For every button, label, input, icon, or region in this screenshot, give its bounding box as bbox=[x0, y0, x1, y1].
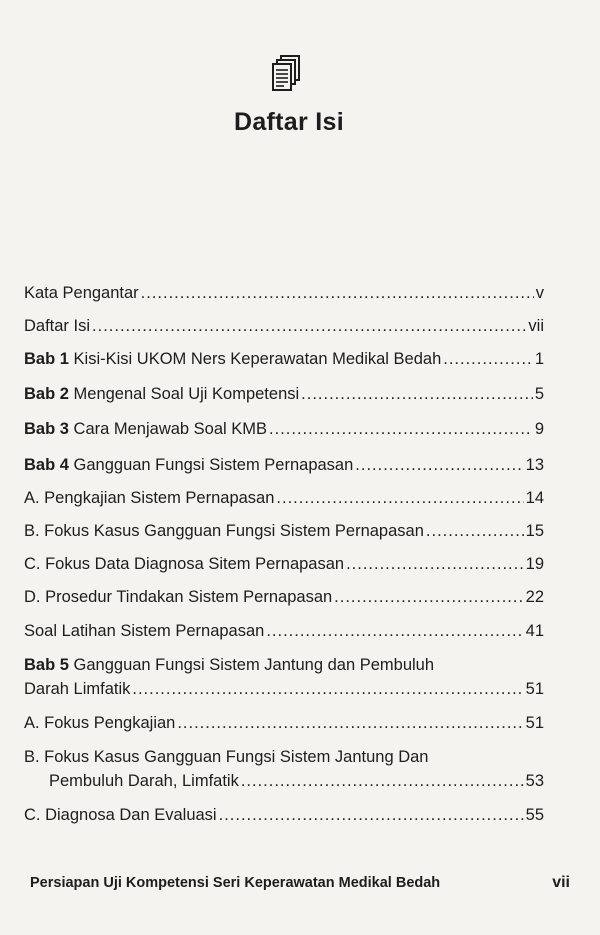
toc-page-number: 1 bbox=[534, 350, 544, 368]
toc-entry-continuation bbox=[24, 678, 544, 700]
toc-entry bbox=[24, 654, 544, 676]
toc-leader-dots bbox=[346, 553, 524, 575]
toc-chapter-prefix: Bab 1 bbox=[24, 350, 69, 368]
toc-entry-label bbox=[24, 620, 264, 642]
toc-entry-label bbox=[24, 418, 267, 440]
toc-leader-dots bbox=[426, 520, 524, 542]
toc-entry-label bbox=[24, 454, 353, 476]
toc-entry bbox=[24, 746, 544, 768]
toc-leader-dots bbox=[177, 712, 523, 734]
toc-leader-dots bbox=[132, 678, 523, 700]
toc-entry-text: C. Diagnosa Dan Evaluasi bbox=[24, 806, 217, 824]
toc-entry-text: Darah Limfatik bbox=[24, 680, 131, 698]
toc-entry-text: Cara Menjawab Soal KMB bbox=[73, 420, 268, 438]
toc-entry-label bbox=[24, 520, 424, 542]
toc-leader-dots bbox=[141, 282, 534, 304]
toc-entry bbox=[24, 586, 544, 608]
toc-entry-label bbox=[24, 712, 175, 734]
toc-leader-dots bbox=[92, 315, 526, 337]
toc-entry-text: D. Prosedur Tindakan Sistem Pernapasan bbox=[24, 588, 333, 606]
toc-entry-text: Daftar Isi bbox=[24, 317, 91, 335]
toc-entry bbox=[24, 454, 544, 476]
toc-page-number: v bbox=[535, 284, 544, 302]
toc-leader-dots bbox=[301, 383, 533, 405]
toc-leader-dots bbox=[276, 487, 523, 509]
page-title: Daftar Isi bbox=[234, 108, 344, 136]
footer-page-number: vii bbox=[552, 874, 570, 891]
toc-entry bbox=[24, 348, 544, 370]
toc-leader-dots bbox=[334, 586, 523, 608]
toc-entry-text: Kata Pengantar bbox=[24, 284, 139, 302]
toc-page-number: vii bbox=[528, 317, 544, 335]
toc-entry bbox=[24, 383, 544, 405]
toc-entry-text: Kisi-Kisi UKOM Ners Keperawatan Medikal Bedah bbox=[73, 350, 442, 368]
toc-page-number: 9 bbox=[534, 420, 544, 438]
toc-entry bbox=[24, 620, 544, 642]
toc-entry-label bbox=[24, 315, 90, 337]
toc-entry bbox=[24, 418, 544, 440]
toc-entry-label bbox=[24, 487, 274, 509]
toc-entry bbox=[24, 804, 544, 826]
toc-page-number: 19 bbox=[525, 555, 544, 573]
toc-entry-text: Gangguan Fungsi Sistem Pernapasan bbox=[73, 456, 354, 474]
document-stack-icon bbox=[272, 55, 302, 95]
toc-entry-label bbox=[24, 804, 217, 826]
toc-leader-dots bbox=[266, 620, 523, 642]
toc-leader-dots bbox=[355, 454, 523, 476]
toc-entry-text: B. Fokus Kasus Gangguan Fungsi Sistem Pernapasan bbox=[24, 522, 424, 540]
toc-entry-label bbox=[24, 553, 344, 575]
toc-entry bbox=[24, 315, 544, 337]
toc-leader-dots bbox=[219, 804, 524, 826]
toc-entry-text: Gangguan Fungsi Sistem Jantung dan Pembuluh bbox=[73, 656, 435, 674]
toc-entry-label bbox=[24, 282, 139, 304]
toc-page-number: 14 bbox=[525, 489, 544, 507]
toc-entry-continuation bbox=[24, 770, 544, 792]
toc-page-number: 51 bbox=[525, 680, 544, 698]
toc-page-number: 13 bbox=[525, 456, 544, 474]
toc-leader-dots bbox=[269, 418, 533, 440]
toc-chapter-prefix: Bab 5 bbox=[24, 656, 69, 674]
toc-entry-text: C. Fokus Data Diagnosa Sitem Pernapasan bbox=[24, 555, 345, 573]
toc-entry-text: Soal Latihan Sistem Pernapasan bbox=[24, 622, 265, 640]
toc-page-number: 15 bbox=[525, 522, 544, 540]
toc-leader-dots bbox=[241, 770, 524, 792]
toc-entry bbox=[24, 282, 544, 304]
toc-entry-text: Mengenal Soal Uji Kompetensi bbox=[73, 385, 300, 403]
toc-entry-text: A. Pengkajian Sistem Pernapasan bbox=[24, 489, 275, 507]
toc-entry bbox=[24, 712, 544, 734]
footer-book-title: Persiapan Uji Kompetensi Seri Keperawatan Medikal Bedah bbox=[30, 875, 441, 891]
toc-entry bbox=[24, 553, 544, 575]
toc-entry-label bbox=[24, 586, 332, 608]
toc-page-number: 51 bbox=[525, 714, 544, 732]
toc-entry-text: B. Fokus Kasus Gangguan Fungsi Sistem Jantung Dan bbox=[24, 748, 429, 766]
toc-entry-text: A. Fokus Pengkajian bbox=[24, 714, 176, 732]
toc-page-number: 22 bbox=[525, 588, 544, 606]
toc-page-number: 53 bbox=[525, 772, 544, 790]
toc-page-number: 55 bbox=[525, 806, 544, 824]
toc-entry-text: Pembuluh Darah, Limfatik bbox=[49, 772, 239, 790]
toc-entry-label bbox=[24, 348, 441, 370]
toc-chapter-prefix: Bab 4 bbox=[24, 456, 69, 474]
toc-entry-label bbox=[24, 654, 434, 676]
toc-entry bbox=[24, 487, 544, 509]
toc-chapter-prefix: Bab 3 bbox=[24, 420, 69, 438]
toc-entry-label bbox=[24, 383, 299, 405]
toc-page-number: 5 bbox=[534, 385, 544, 403]
page-footer bbox=[30, 874, 570, 892]
toc-leader-dots bbox=[443, 348, 533, 370]
toc-page-number: 41 bbox=[525, 622, 544, 640]
toc-entry-label bbox=[24, 746, 428, 768]
toc-chapter-prefix: Bab 2 bbox=[24, 385, 69, 403]
toc-entry bbox=[24, 520, 544, 542]
